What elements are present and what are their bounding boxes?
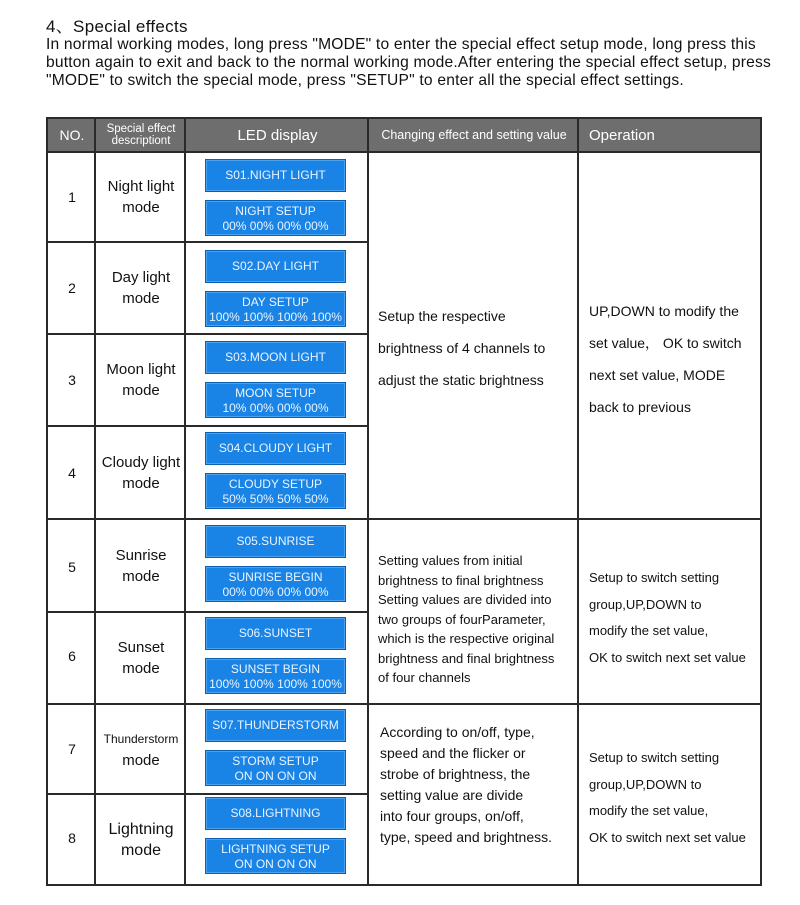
row-number: 1 bbox=[68, 189, 76, 205]
text-line: According to on/off, type, bbox=[380, 724, 535, 740]
lcd-title: S07.THUNDERSTORM bbox=[205, 709, 346, 742]
desc-line: mode bbox=[120, 841, 161, 859]
lcd-line: 100% 100% 100% 100% bbox=[209, 677, 342, 691]
row-number: 7 bbox=[68, 741, 76, 757]
lcd-line: 50% 50% 50% 50% bbox=[222, 492, 329, 506]
lcd-setting bbox=[205, 658, 346, 694]
lcd-title: S05.SUNRISE bbox=[205, 525, 346, 558]
lcd-line: 100% 100% 100% 100% bbox=[209, 310, 342, 324]
text-line: OK to switch next set value bbox=[589, 829, 746, 845]
operation-text bbox=[589, 295, 742, 423]
desc-line: mode bbox=[122, 567, 160, 585]
lcd-line: DAY SETUP bbox=[242, 295, 309, 309]
column-divider bbox=[577, 119, 579, 884]
lcd-title: S04.CLOUDY LIGHT bbox=[205, 432, 346, 465]
desc-line: mode bbox=[122, 290, 160, 307]
effect-description bbox=[96, 153, 186, 241]
lcd-line: NIGHT SETUP bbox=[235, 204, 316, 218]
desc-line: Thunderstorm bbox=[103, 731, 179, 746]
text-line: type, speed and brightness. bbox=[380, 829, 553, 845]
header-no: NO. bbox=[59, 127, 85, 143]
text-line: into four groups, on/off, bbox=[380, 808, 524, 824]
header-operation: Operation bbox=[589, 126, 655, 144]
text-line: Setting values are divided into bbox=[378, 592, 552, 607]
text-line: set value， OK to switch bbox=[589, 335, 742, 351]
desc-line: mode bbox=[122, 474, 160, 492]
text-line: brightness of 4 channels to bbox=[378, 340, 546, 356]
text-line: group,UP,DOWN to bbox=[589, 596, 702, 612]
text-line: setting value are divide bbox=[380, 787, 524, 803]
lcd-line: 00% 00% 00% 00% bbox=[222, 219, 329, 233]
effect-description bbox=[96, 795, 186, 884]
lcd-line: CLOUDY SETUP bbox=[228, 477, 323, 491]
lcd-setting bbox=[205, 382, 346, 418]
lcd-setting bbox=[205, 750, 346, 786]
text-line: Setup the respective bbox=[378, 308, 506, 324]
text-line: next set value, MODE bbox=[589, 367, 726, 383]
desc-line: mode bbox=[122, 199, 160, 216]
lcd-line: ON ON ON ON bbox=[234, 857, 317, 871]
lcd-setting bbox=[205, 200, 346, 236]
text-line: strobe of brightness, the bbox=[380, 766, 531, 782]
lcd-title: S02.DAY LIGHT bbox=[205, 250, 346, 283]
lcd-line: SUNSET BEGIN bbox=[230, 662, 321, 676]
text-line: brightness and final brightness bbox=[378, 650, 555, 666]
desc-line: Day light bbox=[111, 269, 171, 286]
effect-description bbox=[96, 705, 186, 793]
changing-effect-text bbox=[378, 551, 554, 688]
table-header bbox=[48, 119, 760, 153]
lcd-title: S01.NIGHT LIGHT bbox=[205, 159, 346, 192]
effect-description bbox=[96, 335, 186, 425]
effect-description bbox=[96, 520, 186, 611]
header-description: Special effect descriptiont bbox=[106, 123, 176, 147]
operation-text bbox=[589, 565, 746, 671]
lcd-title: S03.MOON LIGHT bbox=[205, 341, 346, 374]
operation-text bbox=[589, 745, 746, 851]
text-line: brightness to final brightness bbox=[378, 572, 544, 588]
lcd-line: 00% 00% 00% 00% bbox=[222, 585, 329, 599]
effect-description bbox=[96, 427, 186, 518]
text-line: speed and the flicker or bbox=[380, 745, 526, 761]
row-number: 4 bbox=[68, 465, 76, 481]
lcd-title: S06.SUNSET bbox=[205, 617, 346, 650]
lcd-setting bbox=[205, 566, 346, 602]
lcd-setting bbox=[205, 838, 346, 874]
desc-line: Lightning bbox=[108, 820, 174, 838]
text-line: Setup to switch setting bbox=[589, 570, 720, 585]
text-line: back to previous bbox=[589, 399, 691, 415]
text-line: which is the respective original bbox=[378, 631, 555, 646]
text-line: Setting values from initial bbox=[378, 553, 523, 568]
lcd-setting bbox=[205, 473, 346, 509]
row-number: 6 bbox=[68, 648, 76, 664]
text-line: Setup to switch setting bbox=[589, 750, 720, 765]
lcd-line: 10% 00% 00% 00% bbox=[222, 401, 329, 415]
lcd-line: MOON SETUP bbox=[235, 386, 316, 400]
lcd-line: ON ON ON ON bbox=[234, 769, 317, 783]
desc-line: Cloudy light bbox=[101, 453, 181, 471]
changing-effect-text bbox=[380, 722, 552, 848]
header-led-display: LED display bbox=[237, 126, 318, 144]
text-line: modify the set value, bbox=[589, 803, 709, 818]
desc-line: Sunrise bbox=[115, 546, 167, 564]
desc-line: mode bbox=[122, 660, 160, 677]
lcd-line: STORM SETUP bbox=[232, 754, 319, 768]
text-line: OK to switch next set value bbox=[589, 649, 746, 665]
changing-effect-text bbox=[378, 300, 545, 396]
text-line: group,UP,DOWN to bbox=[589, 776, 702, 792]
desc-line: mode bbox=[122, 751, 160, 769]
row-number: 8 bbox=[68, 830, 76, 846]
effect-description bbox=[96, 243, 186, 333]
lcd-line: LIGHTNING SETUP bbox=[221, 842, 330, 856]
intro-paragraph: In normal working modes, long press "MODE" to enter the special effect setup mode, long press this button again to exit and back to the normal working mode.After entering the special effect setup, press "MODE" to switch the special mode, press "SETUP" to enter all the special effect settings. bbox=[46, 36, 772, 89]
row-number: 5 bbox=[68, 559, 76, 575]
desc-line: mode bbox=[122, 382, 160, 399]
text-line: modify the set value, bbox=[589, 623, 709, 638]
lcd-setting bbox=[205, 291, 346, 327]
text-line: adjust the static brightness bbox=[378, 372, 544, 388]
column-divider bbox=[367, 119, 369, 884]
text-line: two groups of fourParameter, bbox=[378, 611, 546, 627]
desc-line: Night light bbox=[107, 178, 175, 195]
text-line: UP,DOWN to modify the bbox=[589, 303, 739, 319]
row-number: 3 bbox=[68, 372, 76, 388]
special-effects-table bbox=[46, 117, 762, 886]
text-line: of four channels bbox=[378, 670, 471, 685]
effect-description bbox=[96, 613, 186, 703]
lcd-title: S08.LIGHTNING bbox=[205, 797, 346, 830]
section-heading: 4、Special effects bbox=[46, 17, 188, 36]
header-changing-effect: Changing effect and setting value bbox=[381, 128, 567, 142]
desc-line: Moon light bbox=[106, 361, 176, 378]
row-number: 2 bbox=[68, 280, 76, 296]
lcd-line: SUNRISE BEGIN bbox=[228, 570, 323, 584]
desc-line: Sunset bbox=[117, 639, 165, 656]
